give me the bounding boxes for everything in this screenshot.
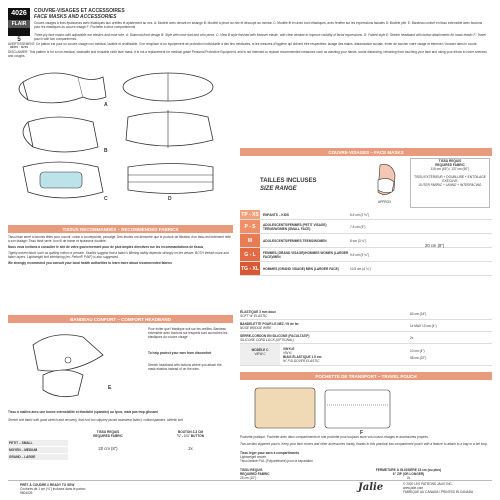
description-en: Three-ply face masks with adjustable ear elastics and nose wire. A: Diamond-front design B: Style with nose dart and chin piece. C: View B style finished with foldover elastic, with clear window to improve visibility of facial expressions. D: Folded style E: Stretch headband with button attachments for mask elastic F: Travel pouch with two compartments. bbox=[34, 33, 486, 41]
view-c-label: VIEW C bbox=[254, 352, 266, 356]
mask-size-row bbox=[240, 210, 492, 220]
view-label-a: A bbox=[104, 102, 108, 108]
headband-table bbox=[8, 430, 233, 460]
notion-sub: SILICONE CORD LOCK (OPTIONAL) bbox=[240, 337, 294, 342]
fabrics-title: TISSUS RECOMMANDÉS – RECOMMENDED FABRICS bbox=[8, 225, 233, 233]
mask-size-label: ADOLESCENTS/FEMMES TEENS/WOMEN bbox=[263, 238, 327, 243]
notion-value: 60 cm (24") bbox=[410, 311, 427, 316]
masks-size-table bbox=[240, 210, 492, 276]
headband-req-en: REQUIRED FABRIC bbox=[93, 434, 123, 438]
pouch-table bbox=[240, 468, 492, 480]
notion-row bbox=[240, 308, 492, 320]
pouch-section bbox=[240, 372, 492, 467]
notion-row bbox=[240, 320, 492, 332]
footer-made: FABRIQUÉ AU CANADA / PRINTED IN CANADA bbox=[403, 490, 474, 494]
mask-view-c-illustration bbox=[23, 162, 103, 198]
footer-note: Coutures de 1 cm (⅜") incluses dans le patron bbox=[20, 487, 86, 491]
mask-size-measure: 10.5 cm (4 ¼") bbox=[350, 266, 371, 271]
pouch-lining: Tissu laminé PUL (Polyuréthane) pour la séparation bbox=[240, 459, 313, 463]
notion-label: BIAIS ÉLASTIQUE 1.5 cm bbox=[283, 354, 322, 359]
pouch-fabric-amount: 25 cm (10") bbox=[240, 476, 257, 480]
notion-sub: SOFT ⅛" ELASTIC bbox=[240, 313, 268, 318]
view-label-e: E bbox=[108, 385, 112, 391]
disclaimer-fr: AVERTISSEMENT: Ce patron est pour un couvre-visage non médical, lavable et réutilisable. Il ne remplace ni un équipement de protection individuelle à des fins médicales, ni les mesures d'hygiène qui doivent être respectées: lavage des mains, distanciation sociale, éviter de toucher votre visage et éternuer / tousser dans le coude. bbox=[8, 42, 478, 46]
mask-size-row bbox=[240, 262, 492, 276]
notions-table bbox=[240, 308, 492, 366]
notion-value: 58 cm (22") bbox=[410, 356, 427, 360]
pouch-zip-sub: 6" ZIP (OR LONGER) bbox=[392, 472, 425, 476]
pouch-illustration bbox=[245, 380, 405, 435]
fabrics-note-fr: Nous vous invitons à consulter le site de votre gouvernement pour de plus amples directives sur les recommandations de tissus bbox=[8, 245, 204, 249]
notion-value: 10 cm (4") bbox=[410, 349, 425, 353]
pouch-fabric-fr: Tissu léger pour sacs à compartiments bbox=[240, 451, 300, 455]
notion-sub: ⅝" FOLDOVER ELASTIC bbox=[283, 358, 320, 363]
fabrics-note-en: We strongly recommend you consult your local health authorities to learn more about recommended fabrics bbox=[8, 261, 172, 265]
mask-size-row bbox=[240, 248, 492, 262]
footer-copyright: © 2020 LES PATRONS JALIE INC. bbox=[403, 482, 453, 486]
mask-size-row bbox=[240, 220, 492, 234]
fabrics-text-fr: Tissu tissé serré à bonnes têtes pour couvrir: coton à courtepointe, percalge. Des études ont démontré que le pouvoir de filtration d'un tissu est fortement relié à son tissage: Tissu tissé serré, bon fil de trame et épaisseur doublée. bbox=[8, 235, 231, 243]
headband-size-medium: MOYEN – MEDIUM bbox=[8, 447, 68, 453]
masks-fabric-amount: 20 cm (8") bbox=[425, 243, 445, 248]
headband-fabric-en: Stretch knit fabric with good stretch and recovery, that isn't too slippery (avoid swimwear fabric): cotton/spandex, athletic knit bbox=[8, 418, 183, 422]
mask-size-row bbox=[240, 234, 492, 248]
sizes-count: 5 bbox=[17, 37, 21, 43]
notion-label: VINYLE bbox=[283, 346, 295, 351]
approx-label: APPROX bbox=[378, 200, 392, 204]
notion-value: 1x MAX 10 cm (4") bbox=[410, 323, 437, 328]
headband-button-label: BOUTON 2-3 CM bbox=[177, 430, 204, 434]
view-label-b: B bbox=[104, 148, 108, 154]
pouch-req-en: REQUIRED FABRIC bbox=[240, 472, 270, 476]
masks-sizes-title-en: SIZE RANGE bbox=[260, 186, 297, 192]
pouch-req-fr: TISSU REQUIS bbox=[240, 468, 263, 472]
notion-row bbox=[240, 344, 492, 366]
mask-views bbox=[8, 62, 233, 212]
pouch-title: POCHETTE DE TRANSPORT – TRAVEL POUCH bbox=[240, 372, 492, 380]
headband-fabric-fr: Tissu à mailles avec une bonne extensibilité et élasticité (spandex) ou lycra, mais pas trop glissant bbox=[8, 410, 158, 414]
footer-sku: 9504026 bbox=[20, 491, 33, 495]
fabrics-section bbox=[8, 225, 233, 285]
headband-illustration bbox=[13, 325, 133, 405]
mask-size-label: ENFANTS – KIDS bbox=[263, 212, 290, 217]
notion-sub: VINYL bbox=[283, 350, 293, 355]
title-en: FACE MASKS AND ACCESSORIES bbox=[34, 14, 117, 20]
notion-row bbox=[240, 332, 492, 344]
pouch-desc-fr: Pochette pratique. Pochette avec deux compartiments et une pochette pour toujours avoir vos couvre-visages et accessoires propres. bbox=[240, 435, 429, 439]
fabrics-text-en: Tightly-woven fabric such as quilting cotton or percale. Studies suggest that a fabric's filtering ability depends strongly on the weave: BOTH thread count and fabric layers. Lightweight knit interfacing (ex: Pellon® P44F) is also suggested. bbox=[8, 251, 229, 259]
face-profile-illustration bbox=[370, 160, 400, 200]
mask-view-b-illustration bbox=[23, 117, 98, 152]
notion-value: 2x bbox=[410, 335, 414, 340]
mask-size-code: M bbox=[240, 234, 260, 247]
notion-label: BANDELETTE POUR LE NEZ / fil de fer bbox=[240, 321, 299, 326]
mask-size-measure: 7.5 cm (3") bbox=[350, 224, 366, 229]
masks-req-fr: TISSU REQUIS bbox=[438, 159, 462, 163]
masks-title: COUVRE-VISAGES – FACE MASKS bbox=[240, 148, 492, 156]
mask-size-code: P - S bbox=[240, 220, 260, 233]
notion-label: ÉLASTIQUE 3 mm doux bbox=[240, 309, 276, 314]
view-label-c: C bbox=[104, 196, 108, 202]
footer bbox=[8, 480, 492, 496]
mask-size-measure: 8 cm (3 ¼") bbox=[350, 238, 367, 243]
headband-note1-en: To help protect your ears from discomfort bbox=[148, 351, 212, 355]
footer-web: www.jalie.com bbox=[403, 486, 424, 490]
headband-button-qty: 2x bbox=[188, 446, 193, 451]
mask-view-a-illustration bbox=[19, 73, 106, 103]
mask-size-measure: 9.5 cm (3 ¾") bbox=[350, 252, 370, 257]
sizes-label: tailles · sizes bbox=[9, 45, 29, 49]
pouch-fabric-en: Lightweight woven bbox=[240, 455, 267, 459]
view-label-d: D bbox=[168, 196, 172, 202]
mask-size-code: TP - XS bbox=[241, 211, 259, 218]
pouch-zip-qty: 2x bbox=[406, 476, 411, 480]
mask-view-d-illustration bbox=[128, 164, 213, 194]
masks-layers-en: OUTER FABRIC + LINING + INTERFACING bbox=[418, 183, 482, 187]
masks-req-header bbox=[410, 158, 490, 208]
mask-size-label: ADOLESCENTS/FEMMES (PETIT VISAGE) TEENS/WOMEN (SMALL FACE) bbox=[263, 222, 327, 231]
masks-layers: TISSU EXTÉRIEUR + DOUBLURE + ENTOILAGE EXÉCUVE bbox=[414, 175, 486, 183]
model-c-label: MODÈLE C bbox=[251, 348, 269, 352]
pouch-zip-label: FERMETURE À GLISSIÈRE 15 cm (ou plus) bbox=[375, 468, 442, 472]
mask-size-code: TG - XL bbox=[240, 262, 260, 275]
mask-view-a-top bbox=[123, 73, 213, 101]
footer-brand-logo: Jalie bbox=[358, 482, 384, 493]
notion-label: SERRE-CORDON EN SILICONE (FACULTATIF) bbox=[240, 333, 310, 338]
headband-fabric-amount: 20 cm (8") bbox=[98, 446, 118, 451]
notion-sub: NOSE BRIDGE WIRE bbox=[240, 325, 272, 330]
title-fr: COUVRE-VISAGES ET ACCESSOIRES bbox=[34, 8, 125, 14]
mask-size-code: G - L bbox=[240, 248, 260, 261]
masks-req-en: REQUIRED FABRIC bbox=[435, 163, 465, 167]
masks-sizes-title-fr: TAILLES INCLUSES bbox=[260, 178, 317, 184]
headband-size-small: PETIT – SMALL bbox=[8, 440, 68, 446]
mask-view-b-top bbox=[126, 110, 213, 148]
headband-button-sub: ¾" - 1¼" BUTTON bbox=[176, 434, 205, 438]
mask-illustrations bbox=[8, 62, 233, 212]
headband-note2: Stretch headband with buttons where you attach the mask elastics instead of on the ears. bbox=[148, 363, 222, 371]
disclaimer-en: DISCLAIMER: This pattern is for a non-medical, washable and reusable cloth face mask. It is not a replacement for medical grade Personal Protective Equipment, and is not intended to replace recommended measures such as washing your hands, social distancing, refraining from touching your face and using your elbow to cover sneezes and coughs. bbox=[8, 50, 487, 58]
masks-section bbox=[240, 148, 492, 318]
headband-section bbox=[8, 315, 233, 475]
description-fr: Couvre-visages à trois épaisseurs avec élastiques aux oreilles et ajustement au nez. A: Modèle avec devant en losange B: Modèle à pince au nez et découpé au menton C: Modèle fit en avec bord élastiques, avec fenêtre sur les expressions faciales D: Modèle plié. E: Bandeau confort en tissu extensible avec boutons pour les élastiques du couvre-visage F: Pochette à deux compartiments bbox=[34, 21, 483, 29]
mask-size-label: HOMMES (GRAND VISAGE) MEN (LARGER FACE) bbox=[263, 266, 339, 271]
view-label-f: F bbox=[360, 430, 364, 436]
headband-title: BANDEAU CONFORT – COMFORT HEADBAND bbox=[8, 315, 233, 323]
header bbox=[8, 8, 492, 68]
footer-ready: PRÊT À COUDRE // READY TO SEW bbox=[20, 483, 75, 487]
brand-label: FLAIR bbox=[8, 20, 30, 28]
pattern-code: 4026 bbox=[11, 10, 27, 17]
mask-size-measure: 6.5 cm (2 ½") bbox=[350, 212, 370, 217]
headband-req-fr: TISSU REQUIS bbox=[96, 430, 120, 434]
pouch-desc-en: Two-section zippered pouch. Keep your face covers and other accessories handy, thanks to this practical two-compartment pouch with a feature to attach to a bag or a bel loop. bbox=[240, 442, 488, 446]
headband-note1-fr: Pour éviter que l'élastique soit sur les oreilles. Bandeau extensible avec boutons sur lesquels sont accrochés les élastiques du couvre-visage bbox=[148, 327, 228, 339]
masks-width-note: 115 cm (45") / 137 cm (60") bbox=[430, 167, 470, 171]
mask-size-label: FEMMES (GRAND VISAGE)/HOMMES WOMEN (LARGER FACE)/MEN bbox=[263, 250, 349, 259]
headband-size-large: GRAND – LARGE bbox=[8, 454, 68, 460]
